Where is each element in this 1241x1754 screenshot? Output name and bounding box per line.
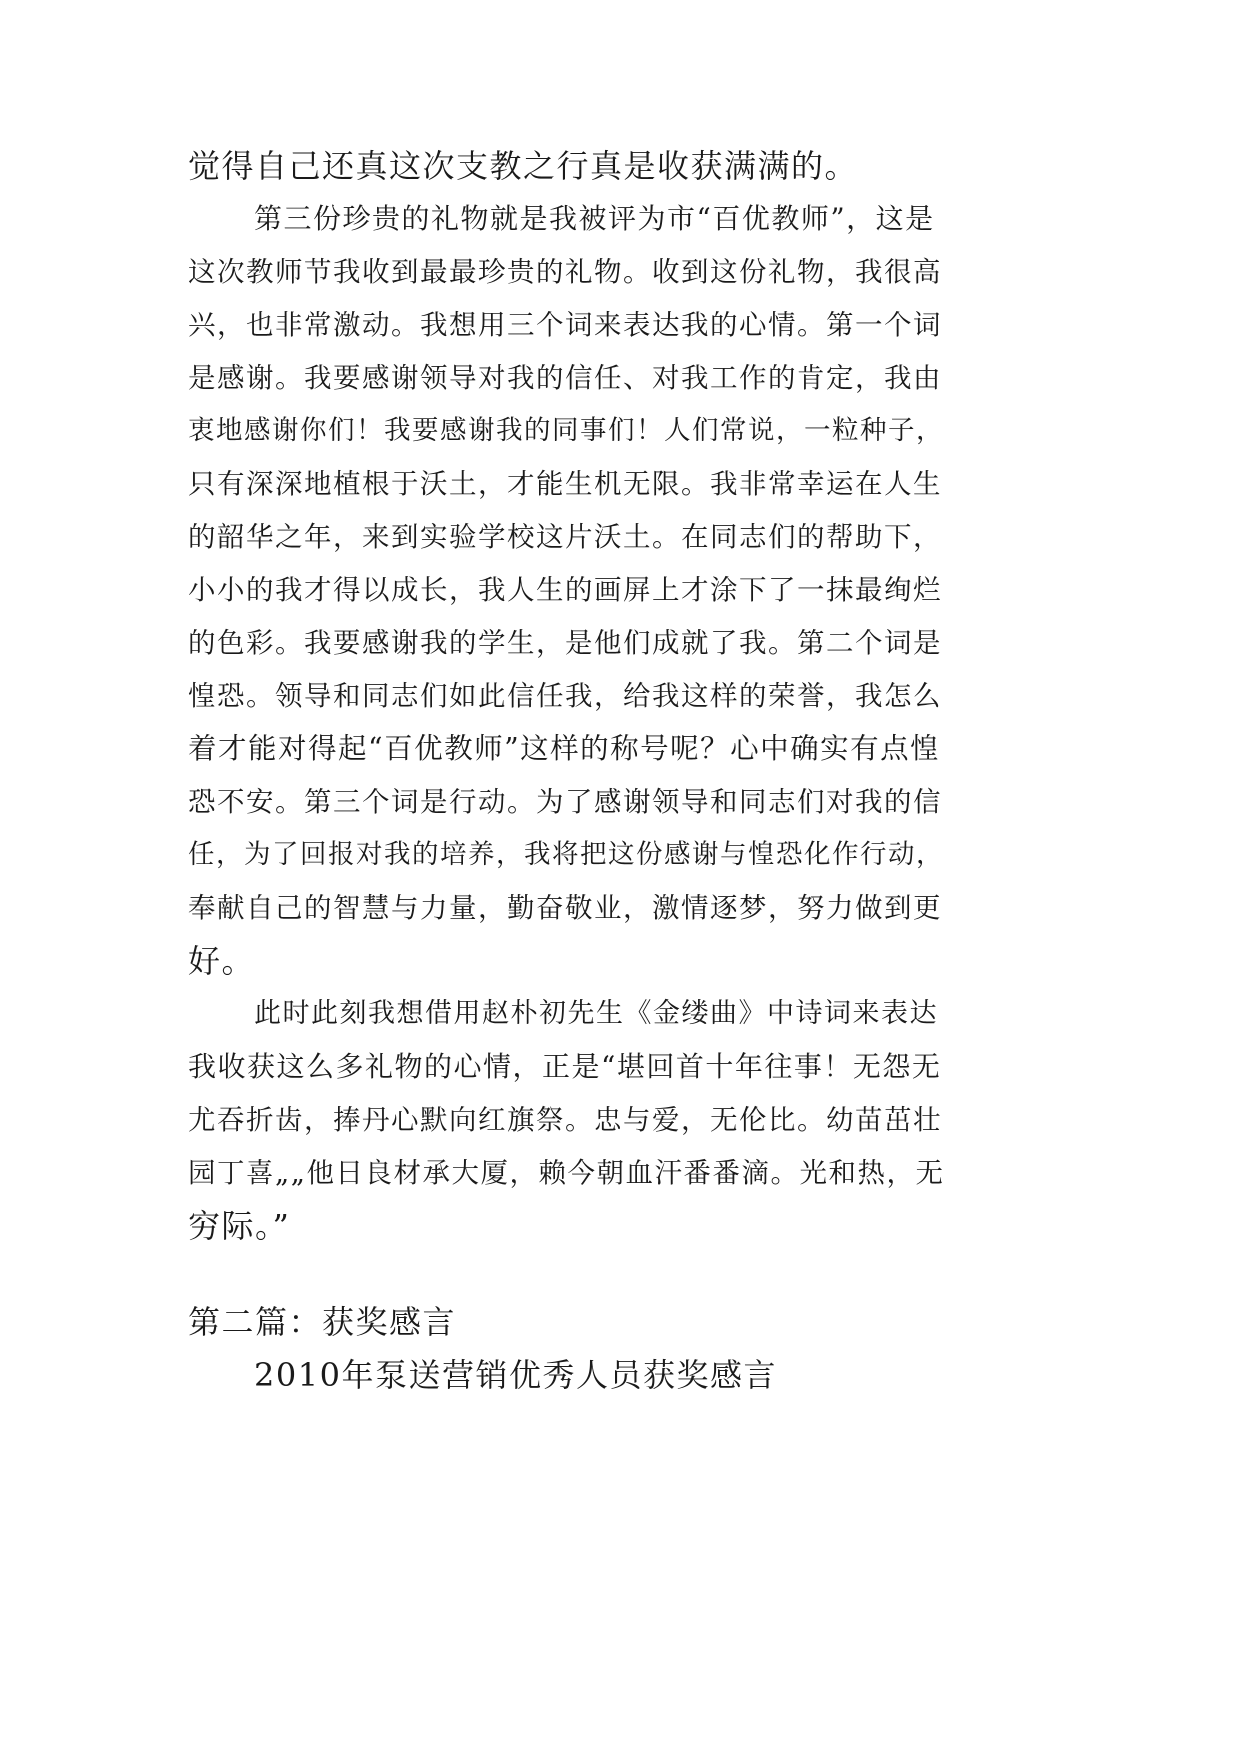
text-line: 只有深深地植根于沃土，才能生机无限。我非常幸运在人生 — [188, 468, 942, 500]
text-line: 着才能对得起“百优教师”这样的称号呢？心中确实有点惶 — [188, 732, 941, 765]
text-line: 惶恐。领导和同志们如此信任我，给我这样的荣誉，我怎么 — [188, 680, 942, 712]
paragraph-start-line: 此时此刻我想借用赵朴初先生《金缕曲》中诗词来表达 — [254, 998, 938, 1029]
paragraph-start-line: 第三份珍贵的礼物就是我被评为市“百优教师”，这是 — [254, 202, 935, 235]
section-heading: 第二篇：获奖感言 — [188, 1303, 457, 1341]
text-line: 这次教师节我收到最最珍贵的礼物。收到这份礼物，我很高 — [188, 256, 942, 288]
text-line: 我收获这么多礼物的心情，正是“堪回首十年往事！无怨无 — [188, 1050, 942, 1083]
text-line: 小小的我才得以成长，我人生的画屏上才涂下了一抹最绚烂 — [188, 574, 942, 606]
text-line: 恐不安。第三个词是行动。为了感谢领导和同志们对我的信 — [188, 786, 942, 818]
text-line: 衷地感谢你们！我要感谢我的同事们！人们常说，一粒种子， — [188, 415, 944, 446]
text-line: 是感谢。我要感谢领导对我的信任、对我工作的肯定，我由 — [188, 362, 942, 394]
text-line: 兴，也非常激动。我想用三个词来表达我的心情。第一个词 — [188, 309, 942, 341]
text-line: 尤吞折齿，捧丹心默向红旗祭。忠与爱，无伦比。幼苗茁壮 — [188, 1104, 942, 1136]
text-line: 好。 — [188, 942, 256, 980]
text-line: 的韶华之年，来到实验学校这片沃土。在同志们的帮助下， — [188, 521, 942, 553]
text-line: 穷际。” — [188, 1207, 291, 1245]
text-line: 觉得自己还真这次支教之行真是收获满满的。 — [188, 147, 859, 185]
text-line: 的色彩。我要感谢我的学生，是他们成就了我。第二个词是 — [188, 627, 942, 659]
text-line: 任，为了回报对我的培养，我将把这份感谢与惶恐化作行动， — [188, 839, 944, 870]
text-line: 奉献自己的智慧与力量，勤奋敬业，激情逐梦，努力做到更 — [188, 892, 942, 924]
section-subtitle: 2010年泵送营销优秀人员获奖感言 — [254, 1356, 777, 1394]
text-line: 园丁喜„„他日良材承大厦，赖今朝血汗番番滴。光和热，无 — [188, 1157, 945, 1189]
